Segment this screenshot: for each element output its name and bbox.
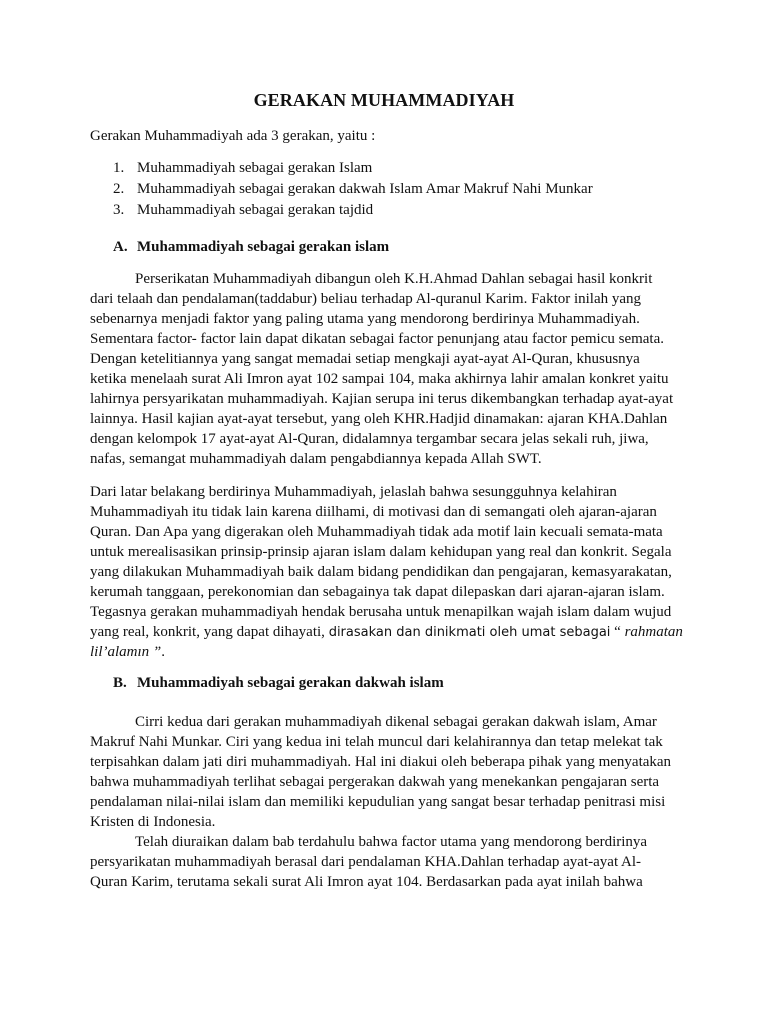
section-b-paragraph-2 — [90, 832, 675, 892]
paragraph-line: bahwa muhammadiyah terlihat sebagai pergerakan dakwah yang menekankan pengajaran serta — [90, 774, 660, 790]
paragraph-line: nafas, semangat muhammadiyah dalam pengabdiannya kepada Allah SWT. — [90, 451, 542, 467]
page-title: GERAKAN MUHAMMADIYAH — [253, 90, 515, 110]
section-a-heading — [113, 238, 389, 256]
paragraph-line: Sementara factor- factor lain dapat dikatan sebagai factor penunjang atau factor pemicu semata. — [90, 331, 665, 347]
paragraph-line — [90, 622, 683, 642]
section-title: Muhammadiyah sebagai gerakan dakwah islam — [137, 675, 444, 691]
paragraph-line: pendalaman nilai-nilai islam dan memiliki kepudulian yang sangat besar terhadap penitrasi misi — [90, 794, 666, 810]
line-segment: . — [161, 644, 166, 660]
section-a-paragraph-2 — [90, 482, 683, 662]
line-segment: yang real, konkrit, yang dapat dihayati, — [90, 624, 329, 640]
paragraph-line: Muhammadiyah itu tidak lain karena diilhami, di motivasi dan di semangati oleh ajaran-ajaran — [90, 504, 657, 520]
intro-text: Gerakan Muhammadiyah ada 3 gerakan, yaitu : — [90, 128, 376, 144]
section-letter: B. — [113, 675, 127, 691]
paragraph-line: Quran Karim, terutama sekali surat Ali Imron ayat 104. Berdasarkan pada ayat inilah bahwa — [90, 874, 643, 890]
list-item: Muhammadiyah sebagai gerakan Islam — [137, 160, 373, 176]
paragraph-line: Quran. Dan Apa yang digerakan oleh Muhammadiyah tidak ada motif lain kecuali semata-mata — [90, 524, 663, 540]
paragraph-line: Cirri kedua dari gerakan muhammadiyah dikenal sebagai gerakan dakwah islam, Amar — [135, 714, 657, 730]
list-item-number: 2. — [113, 181, 125, 197]
list-item-number: 1. — [113, 160, 125, 176]
line-segment: dirasakan dan dinikmati oleh umat sebagai — [328, 625, 611, 640]
paragraph-line: kerumah tanggaan, perekonomian dan sebagainya tak dapat dilepaskan dari ajaran-ajaran islam. — [90, 584, 665, 600]
paragraph-line — [90, 642, 675, 662]
paragraph-line: Telah diuraikan dalam bab terdahulu bahwa factor utama yang mendorong berdirinya — [135, 834, 648, 850]
paragraph-line: sebenarnya menjadi faktor yang paling utama yang mendorong berdirinya Muhammadiyah. — [90, 311, 640, 327]
paragraph-line: Perserikatan Muhammadiyah dibangun oleh K.H.Ahmad Dahlan sebagai hasil konkrit — [135, 271, 653, 287]
paragraph-line: ketika menelaah surat Ali Imron ayat 102 sampai 104, maka akhirnya lahir amalan konkret yaitu — [90, 371, 669, 387]
section-letter: A. — [113, 239, 128, 255]
paragraph-line: lahirnya persyarikatan muhammadiyah. Kajian serupa ini terus dikembangkan terhadap ayat-ayat — [90, 391, 674, 407]
paragraph-line: lainnya. Hasil kajian ayat-ayat tersebut, yang oleh KHR.Hadjid dinamakan: ajaran KHA.Dahlan — [90, 411, 668, 427]
section-a-paragraph-1 — [90, 269, 675, 469]
paragraph-line: Makruf Nahi Munkar. Ciri yang kedua ini telah muncul dari kelahirannya dan tetap melekat tak — [90, 734, 663, 750]
paragraph-line: untuk merealisasikan prinsip-prinsip ajaran islam dalam kehidupan yang real dan konkrit. Segala — [90, 544, 672, 560]
paragraph-line: Kristen di Indonesia. — [90, 814, 216, 830]
list-item-number: 3. — [113, 202, 125, 218]
section-b-heading — [113, 674, 444, 692]
line-segment: lil’alamın ” — [90, 644, 162, 660]
paragraph-line: yang dilakukan Muhammadiyah baik dalam bidang pendidikan dan pengajaran, kemasyarakatan, — [90, 564, 672, 580]
paragraph-line: Dengan ketelitiannya yang sangat memadai setiap mengkaji ayat-ayat Al-Quran, khususnya — [90, 351, 640, 367]
list-item: Muhammadiyah sebagai gerakan dakwah Islam Amar Makruf Nahi Munkar — [137, 181, 593, 197]
paragraph-line: Tegasnya gerakan muhammadiyah hendak berusaha untuk menapilkan wajah islam dalam wujud — [90, 604, 672, 620]
line-segment: “ — [610, 624, 625, 640]
section-title: Muhammadiyah sebagai gerakan islam — [137, 239, 390, 255]
line-segment: rahmatan — [624, 624, 683, 640]
section-b-paragraph-1 — [90, 712, 675, 832]
paragraph-line: terpisahkan dalam jati diri muhammadiyah. Hal ini diakui oleh beberapa pihak yang menyatakan — [90, 754, 672, 770]
paragraph-line: dengan kelompok 17 ayat-ayat Al-Quran, didalamnya tergambar secara jelas sekali ruh, jiwa, — [90, 431, 649, 447]
paragraph-line: persyarikatan muhammadiyah berasal dari pendalaman KHA.Dahlan terhadap ayat-ayat Al- — [90, 854, 642, 870]
paragraph-line: Dari latar belakang berdirinya Muhammadiyah, jelaslah bahwa sesungguhnya kelahiran — [90, 484, 617, 500]
list-item: Muhammadiyah sebagai gerakan tajdid — [137, 202, 374, 218]
paragraph-line: dari telaah dan pendalaman(taddabur) beliau terhadap Al-quranul Karim. Faktor inilah yang — [90, 291, 642, 307]
